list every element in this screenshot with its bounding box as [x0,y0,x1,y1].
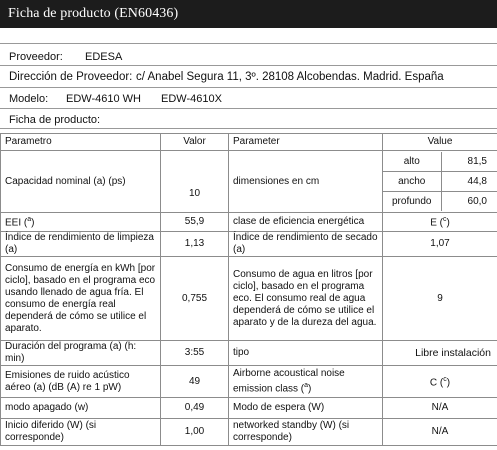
supplier-row [9,51,123,63]
parameter-cell: tipo [229,341,383,366]
table-header-row [1,134,497,151]
title-bar [0,0,497,28]
parameter-cell: Modo de espera (W) [229,398,383,419]
address-row [9,71,444,83]
supplier-value: EDESA [85,51,123,63]
value-cell: 1,00 [161,419,229,446]
value-cell-2: E ($^c$) [383,213,497,232]
header-param: Parametro [1,134,161,151]
param-cell: modo apagado (w) [1,398,161,419]
value-cell: 0,49 [161,398,229,419]
value-cell-2: 9 [383,257,497,341]
address-value: c/ Anabel Segura 11, 3º. 28108 Alcobendas. Madrid. España [136,71,444,83]
model-value-alt: EDW-4610X [161,93,222,105]
dim-value-height: 81,5 [441,152,497,172]
parameter-cell: Airborne acoustical noise emission class ($^a$) [229,366,383,398]
dim-label-depth: profundo [383,192,441,212]
table-row [1,232,497,257]
value-cell-2: N/A [383,398,497,419]
dim-value-width: 44,8 [441,172,497,192]
param-cell: Inicio diferido (W) (si corresponde) [1,419,161,446]
sheet-label: Ficha de producto: [9,114,101,126]
table-row [1,419,497,446]
table-row [1,341,497,366]
value-cell-2: 1,07 [383,232,497,257]
dimensions-table [383,152,497,211]
parameter-cell: Índice de rendimiento de secado (a) [229,232,383,257]
value-cell: 10 [161,151,229,213]
model-row [9,93,222,105]
header-value-2: Value [383,134,497,151]
param-cell: EEI ($^a$) [1,213,161,232]
param-cell: Emisiones de ruido acústico aéreo (a) (dB (A) re 1 pW) [1,366,161,398]
model-label: Modelo: [9,93,49,105]
param-cell: Índice de rendimiento de limpieza (a) [1,232,161,257]
param-cell: Consumo de energía en kWh [por ciclo], basado en el programa eco usando llenado de agua fría. El consumo de energía real dependerá de cómo se utilice el aparato. [1,257,161,341]
table-row [1,398,497,419]
value-cell: 55,9 [161,213,229,232]
dim-label-width: ancho [383,172,441,192]
dim-label-height: alto [383,152,441,172]
value-cell-2: C ($^c$) [383,366,497,398]
parameter-cell: dimensiones en cm [229,151,383,213]
divider [0,87,497,88]
table-row [1,151,497,213]
table-row [1,213,497,232]
address-label: Dirección de Proveedor: [9,71,133,83]
header-value: Valor [161,134,229,151]
dimensions-cell [383,151,497,213]
divider [0,65,497,66]
dim-value-depth: 60,0 [467,195,487,207]
parameter-cell: networked standby (W) (si corresponde) [229,419,383,446]
table-row [1,257,497,341]
header-parameter: Parameter [229,134,383,151]
spec-table [0,133,497,446]
model-value: EDW-4610 WH [66,93,141,105]
value-cell-2: Libre instalación [383,341,497,366]
page-title: Ficha de producto (EN60436) [8,6,179,21]
value-cell-2: N/A [383,419,497,446]
value-cell: 1,13 [161,232,229,257]
supplier-label: Proveedor: [9,51,63,63]
param-cell: Capacidad nominal (a) (ps) [1,151,161,213]
table-row [1,366,497,398]
value-cell: 3:55 [161,341,229,366]
param-cell: Duración del programa (a) (h: min) [1,341,161,366]
value-cell: 49 [161,366,229,398]
divider [0,128,497,129]
value-cell: 0,755 [161,257,229,341]
divider [0,108,497,109]
parameter-cell: clase de eficiencia energética [229,213,383,232]
parameter-cell: Consumo de agua en litros [por ciclo], basado en el programa eco. El consumo real de agua dependerá de cómo se utilice el aparato y de la dureza del agua. [229,257,383,341]
divider [0,43,497,44]
